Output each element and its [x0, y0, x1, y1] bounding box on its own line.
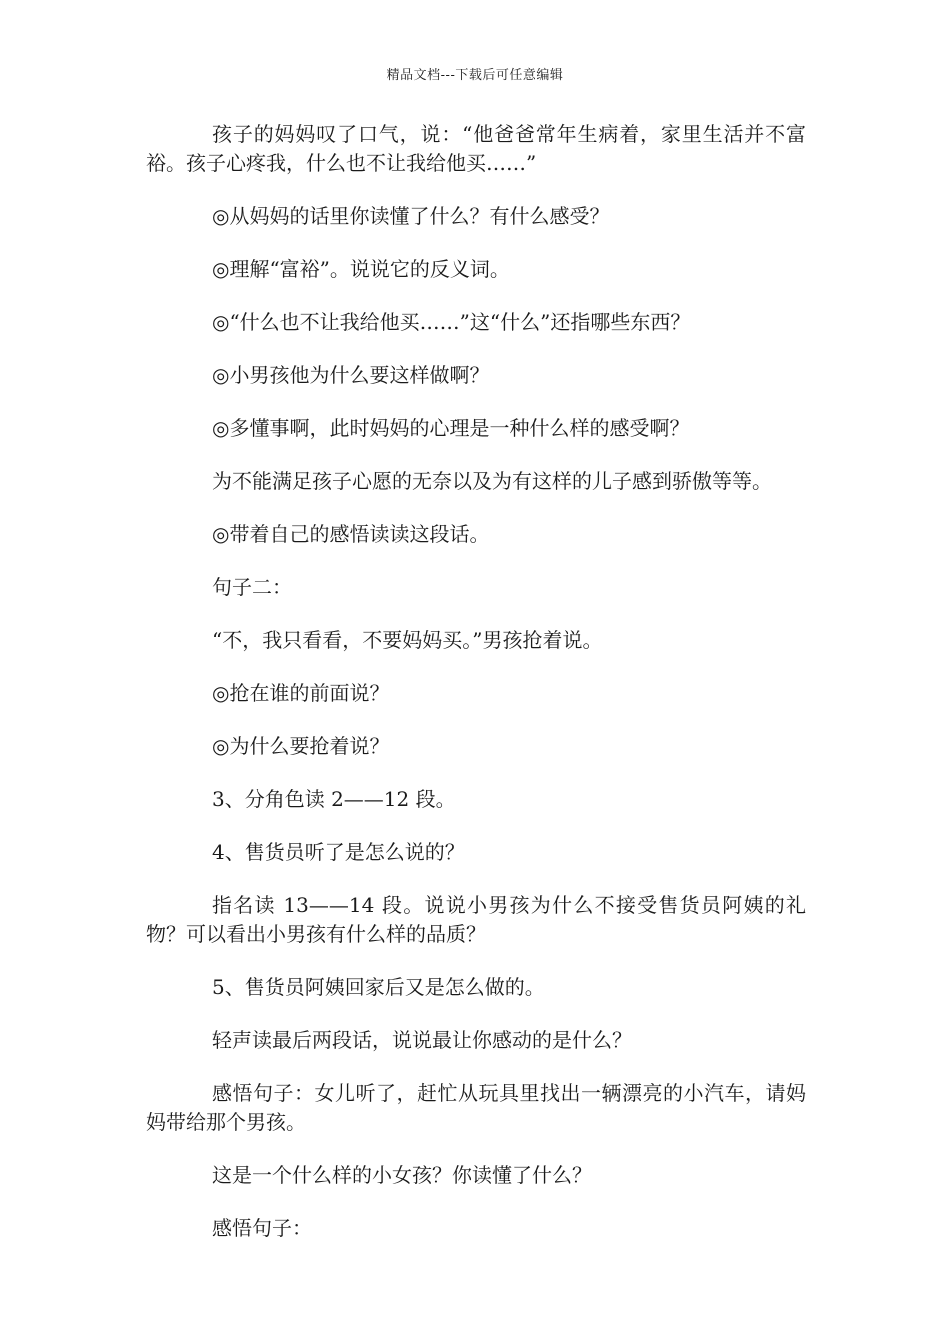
instruction-last-two: 轻声读最后两段话，说说最让你感动的是什么？	[212, 1028, 632, 1052]
section-sentence-two: 句子二：	[212, 575, 292, 599]
paragraph-mother-sigh: 孩子的妈妈叹了口气，说：“他爸爸常年生病着，家里生活并不富裕。孩子心疼我，什么也不让我给他买……”	[146, 122, 806, 175]
page-header: 精品文档---下载后可任意编辑	[386, 68, 564, 83]
quote-boy: “不，我只看看，不要妈妈买。”男孩抢着说。	[212, 628, 603, 652]
step-five: 5、售货员阿姨回家后又是怎么做的。	[212, 975, 545, 999]
instruction-read: ◎带着自己的感悟读读这段话。	[212, 522, 490, 546]
question-shenme: ◎“什么也不让我给他买……”这“什么”还指哪些东西？	[212, 310, 691, 334]
paragraph-daughter: 感悟句子：女儿听了，赶忙从玩具里找出一辆漂亮的小汽车，请妈妈带给那个男孩。	[146, 1081, 806, 1134]
question-why-hurry: ◎为什么要抢着说？	[212, 734, 390, 758]
section-feel-sentence: 感悟句子：	[212, 1216, 312, 1240]
question-boy-why: ◎小男孩他为什么要这样做啊？	[212, 363, 490, 387]
question-mother-words: ◎从妈妈的话里你读懂了什么？有什么感受？	[212, 204, 610, 228]
step-three: 3、分角色读 2——12 段。	[212, 787, 456, 811]
question-girl: 这是一个什么样的小女孩？你读懂了什么？	[212, 1163, 592, 1187]
document-body	[146, 120, 806, 1267]
question-mother-feeling: ◎多懂事啊，此时妈妈的心理是一种什么样的感受啊？	[212, 416, 690, 440]
question-before-whom: ◎抢在谁的前面说？	[212, 681, 390, 705]
question-fuyu: ◎理解“富裕”。说说它的反义词。	[212, 257, 510, 281]
step-four: 4、售货员听了是怎么说的？	[212, 840, 465, 864]
paragraph-gift: 指名读 13——14 段。说说小男孩为什么不接受售货员阿姨的礼物？可以看出小男孩有什么样的品质？	[146, 893, 806, 946]
answer-feeling: 为不能满足孩子心愿的无奈以及为有这样的儿子感到骄傲等等。	[212, 469, 772, 493]
